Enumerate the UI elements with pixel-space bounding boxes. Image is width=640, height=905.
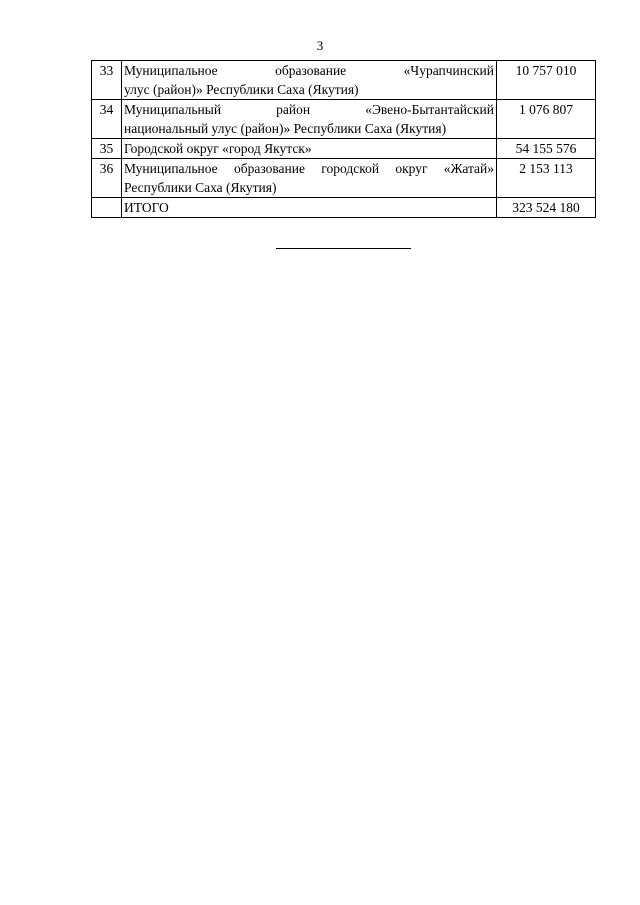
table-body (92, 61, 596, 218)
row-number-cell: 36 (92, 159, 122, 198)
total-row (92, 198, 596, 218)
amount-cell: 2 153 113 (497, 159, 596, 198)
total-amount-cell: 323 524 180 (497, 198, 596, 218)
page-number: 3 (316, 38, 324, 53)
municipality-name-cell (122, 100, 497, 139)
name-line: Муниципальное образование городской округ «Жатай» (124, 161, 494, 176)
table-row (92, 100, 596, 139)
name-line: Муниципальное образование «Чурапчинский (124, 63, 494, 78)
municipality-name-cell (122, 139, 497, 159)
municipality-name-cell (122, 61, 497, 100)
name-line: улус (район)» Республики Саха (Якутия) (124, 82, 359, 97)
amount-cell: 54 155 576 (497, 139, 596, 159)
amount-cell: 10 757 010 (497, 61, 596, 100)
total-label-cell (122, 198, 497, 218)
row-number-cell: 35 (92, 139, 122, 159)
row-number-cell (92, 198, 122, 218)
row-number-cell: 34 (92, 100, 122, 139)
name-line: Муниципальный район «Эвено-Бытантайский (124, 102, 494, 117)
end-divider-line (276, 248, 411, 249)
name-line: национальный улус (район)» Республики Саха (Якутия) (124, 121, 447, 136)
table-row (92, 61, 596, 100)
row-number-cell: 33 (92, 61, 122, 100)
name-line: Республики Саха (Якутия) (124, 180, 277, 195)
name-line: Городской округ «город Якутск» (124, 141, 312, 156)
allocation-table (91, 60, 596, 218)
amount-cell: 1 076 807 (497, 100, 596, 139)
table-row (92, 139, 596, 159)
table-row (92, 159, 596, 198)
municipality-name-cell (122, 159, 497, 198)
name-line: ИТОГО (124, 200, 169, 215)
